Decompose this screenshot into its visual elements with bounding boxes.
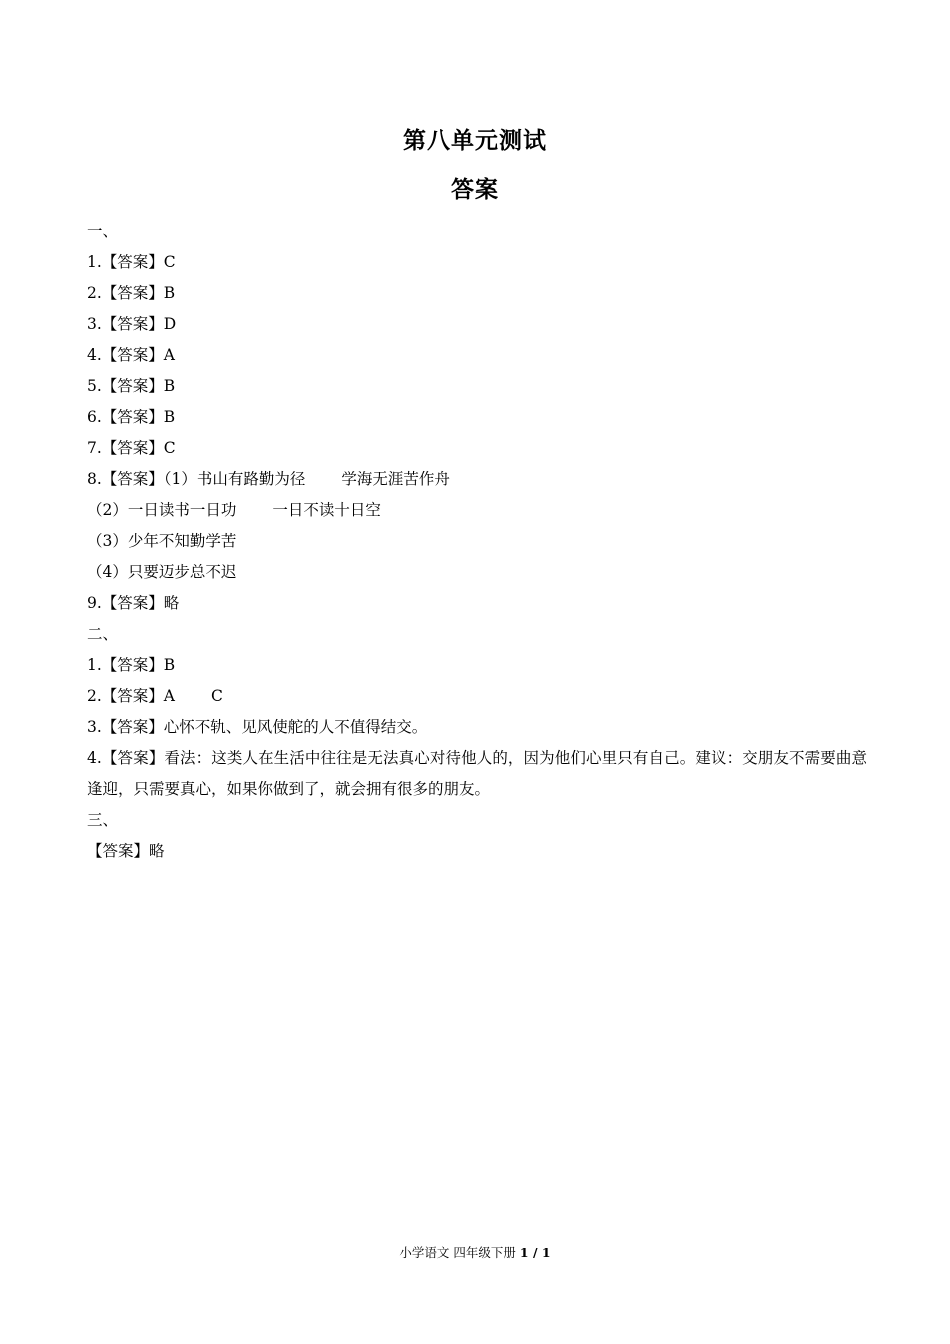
answer-2-1: 1.【答案】B — [87, 656, 176, 674]
footer-text: 小学语文 四年级下册 — [399, 1245, 516, 1260]
answer-1-4: 4.【答案】A — [87, 346, 175, 364]
answer-2-2-part1: 2.【答案】A — [87, 687, 175, 705]
answer-1-8-part1: 8.【答案】（1）书山有路勤为径 — [87, 470, 306, 488]
answer-1-8 — [87, 464, 867, 495]
answer-2-3: 3.【答案】心怀不轨、见风使舵的人不值得结交。 — [87, 718, 428, 736]
answer-1-6: 6.【答案】B — [87, 408, 176, 426]
answer-1-7: 7.【答案】C — [87, 439, 176, 457]
page-subtitle: 答案 — [451, 177, 499, 203]
answer-2-4: 4.【答案】看法：这类人在生活中往往是无法真心对待他人的，因为他们心里只有自己。建议：交朋友不需要曲意逢迎，只需要真心，如果你做到了，就会拥有很多的朋友。 — [87, 749, 867, 798]
answer-1-1: 1.【答案】C — [87, 253, 176, 271]
page-footer — [0, 1244, 950, 1262]
answer-1-8-2-part1: （2）一日读书一日功 — [87, 501, 237, 519]
answer-content — [87, 216, 867, 867]
answer-1-8-2 — [87, 495, 867, 526]
answer-1-3: 3.【答案】D — [87, 315, 177, 333]
page-title: 第八单元测试 — [403, 128, 547, 154]
answer-1-9: 9.【答案】略 — [87, 594, 180, 612]
answer-1-8-3: （3）少年不知勤学苦 — [87, 532, 237, 550]
answer-1-5: 5.【答案】B — [87, 377, 176, 395]
section-heading-2: 二、 — [87, 625, 119, 643]
answer-1-8-4: （4）只要迈步总不迟 — [87, 563, 237, 581]
answer-1-8-part2: 学海无涯苦作舟 — [341, 470, 450, 488]
section-heading-1: 一、 — [87, 222, 119, 240]
answer-3: 【答案】略 — [87, 842, 165, 860]
answer-1-2: 2.【答案】B — [87, 284, 176, 302]
answer-2-2 — [87, 681, 867, 712]
page-number: 1 / 1 — [519, 1245, 551, 1260]
answer-1-8-2-part2: 一日不读十日空 — [272, 501, 381, 519]
answer-2-2-part2: C — [210, 687, 223, 705]
section-heading-3: 三、 — [87, 811, 119, 829]
